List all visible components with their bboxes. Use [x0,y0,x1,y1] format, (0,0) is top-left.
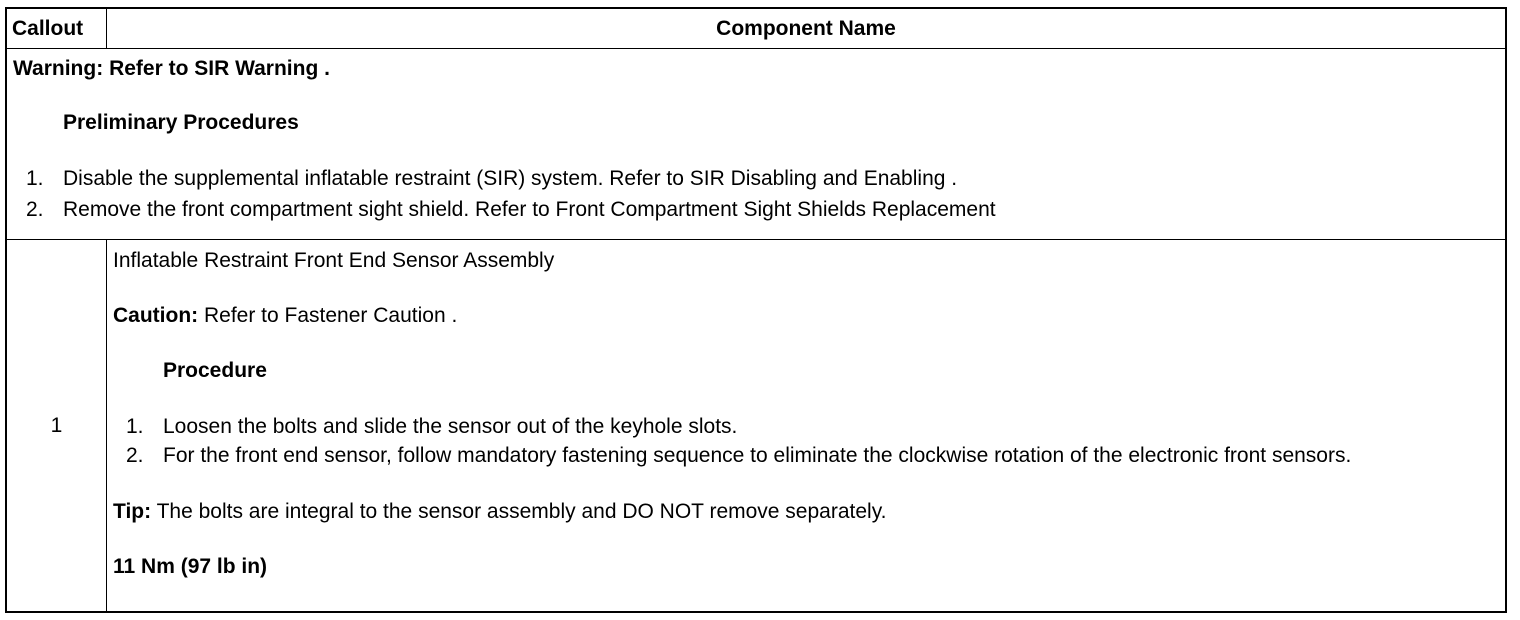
torque-spec: 11 Nm (97 lb in) [113,555,268,578]
list-item [13,163,1499,194]
tip-line [113,498,1499,525]
warning-label: Warning: [13,57,104,80]
preliminary-heading: Preliminary Procedures [63,111,299,134]
caution-text: Refer to Fastener Caution . [204,304,458,327]
callout-cell: 1 [7,240,107,612]
callout-column-header: Callout [7,9,107,49]
list-item [113,412,1499,441]
list-item [113,441,1499,470]
table-row [7,240,1505,612]
list-item [13,194,1499,225]
step-number: 1. [26,167,44,190]
caution-line [113,302,1499,329]
step-number: 2. [126,444,144,467]
step-number: 2. [26,198,44,221]
caution-label: Caution: [113,304,199,327]
procedure-heading: Procedure [163,359,267,382]
component-name: Inflatable Restraint Front End Sensor Assembly [113,249,555,272]
step-text: For the front end sensor, follow mandatory fastening sequence to eliminate the clockwise rotation of the electronic front sensors. [163,444,1352,467]
preliminary-cell [7,49,1505,240]
preliminary-steps [13,163,1499,225]
step-text: Disable the supplemental inflatable restraint (SIR) system. Refer to SIR Disabling and Enabling . [63,167,958,190]
step-text: Loosen the bolts and slide the sensor out of the keyhole slots. [163,415,738,438]
warning-line [13,55,1499,82]
tip-label: Tip: [113,500,152,523]
tip-text: The bolts are integral to the sensor assembly and DO NOT remove separately. [156,500,887,523]
component-table [7,9,1505,611]
component-cell [107,240,1506,612]
step-number: 1. [126,415,144,438]
component-name-column-header: Component Name [107,9,1506,49]
component-table-frame [5,7,1507,613]
step-text: Remove the front compartment sight shield. Refer to Front Compartment Sight Shields Replacement [63,198,996,221]
procedure-steps [113,412,1499,470]
warning-text: Refer to SIR Warning . [109,57,330,80]
header-row [7,9,1505,49]
preliminary-row [7,49,1505,240]
